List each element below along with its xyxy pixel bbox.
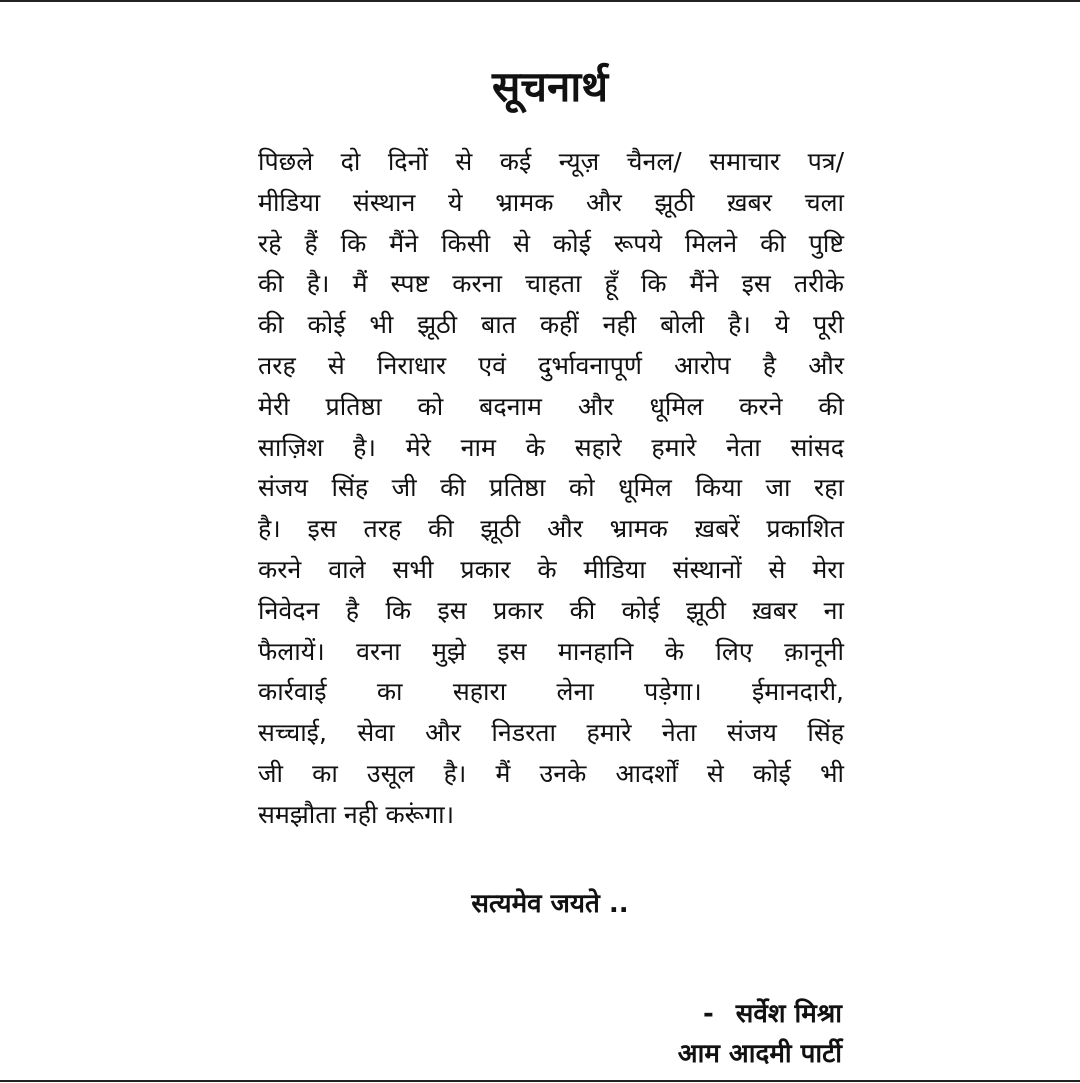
- notice-line: समझौता नही करूंगा।: [258, 799, 455, 829]
- signature-name-row: [678, 994, 842, 1034]
- signature-party: आम आदमी पार्टी: [677, 1039, 842, 1069]
- notice-line: सच्चाई, सेवा और निडरता हमारे नेता संजय सिंह: [258, 718, 844, 748]
- notice-line: मीडिया संस्थान ये भ्रामक और झूठी ख़बर चला: [258, 187, 844, 217]
- signature-block: [678, 994, 842, 1074]
- signature-dash: -: [703, 999, 714, 1029]
- motto: सत्यमेव जयते ..: [471, 889, 629, 919]
- bottom-border-line: [0, 1080, 1080, 1082]
- notice-body: [258, 142, 844, 836]
- notice-line: की है। मैं स्पष्ट करना चाहता हूँ कि मैंने इस तरीके: [258, 269, 844, 299]
- notice-line: तरह से निराधार एवं दुर्भावनापूर्ण आरोप है और: [258, 350, 844, 380]
- notice-line: की कोई भी झूठी बात कहीं नही बोली है। ये पूरी: [258, 310, 844, 340]
- notice-line: फैलायें। वरना मुझे इस मानहानि के लिए क़ानूनी: [258, 636, 844, 666]
- signature-name: सर्वेश मिश्रा: [735, 999, 842, 1029]
- notice-line: करने वाले सभी प्रकार के मीडिया संस्थानों से मेरा: [258, 554, 844, 584]
- notice-line: है। इस तरह की झूठी और भ्रामक ख़बरें प्रकाशित: [258, 514, 844, 544]
- notice-line: कार्रवाई का सहारा लेना पड़ेगा। ईमानदारी,: [258, 677, 844, 707]
- notice-title: सूचनार्थ: [491, 62, 609, 111]
- notice-line: साज़िश है। मेरे नाम के सहारे हमारे नेता सांसद: [258, 432, 844, 462]
- notice-line: निवेदन है कि इस प्रकार की कोई झूठी ख़बर ना: [258, 595, 844, 625]
- notice-line: जी का उसूल है। मैं उनके आदर्शों से कोई भी: [258, 758, 844, 788]
- notice-line: पिछले दो दिनों से कई न्यूज़ चैनल/ समाचार पत्र/: [258, 147, 844, 176]
- notice-line: संजय सिंह जी की प्रतिष्ठा को धूमिल किया जा रहा: [258, 473, 844, 503]
- notice-line: मेरी प्रतिष्ठा को बदनाम और धूमिल करने की: [258, 391, 844, 421]
- notice-line: रहे हैं कि मैंने किसी से कोई रूपये मिलने की पुष्टि: [258, 228, 844, 258]
